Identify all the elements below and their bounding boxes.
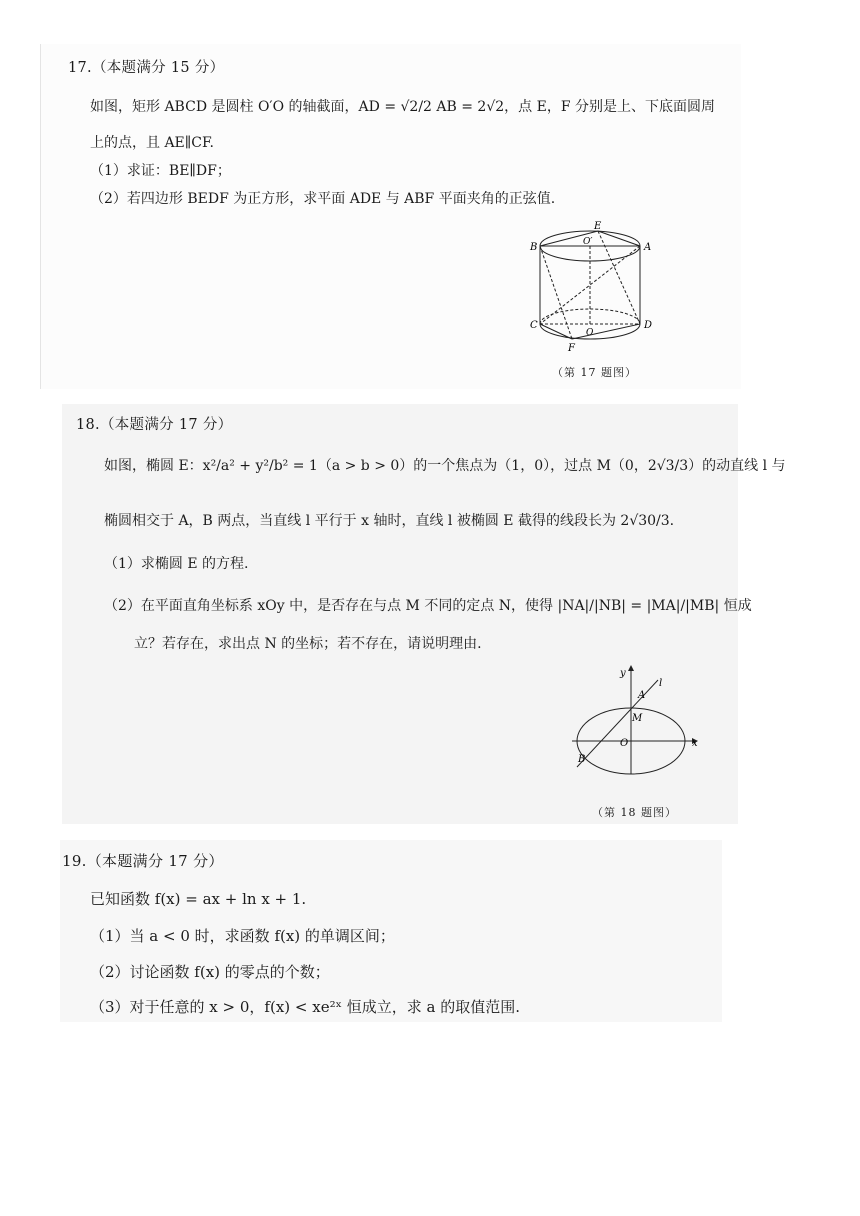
problem-18-statement-line-2: 椭圆相交于 A，B 两点，当直线 l 平行于 x 轴时，直线 l 被椭圆 E 截得的线段长为 2√30/3. [104, 513, 675, 529]
label-a: A [644, 242, 652, 253]
label-m: M [632, 713, 643, 724]
label-l: l [659, 678, 663, 689]
label-o: O [620, 738, 629, 749]
label-a: A [638, 690, 646, 701]
segment-bf [540, 246, 572, 339]
problem-17-part-1: （1）求证：BE∥DF； [90, 163, 231, 179]
label-c: C [530, 320, 538, 331]
problem-17-part-2: （2）若四边形 BEDF 为正方形，求平面 ADE 与 ABF 平面夹角的正弦值. [90, 191, 556, 207]
cylinder-figure [520, 218, 660, 358]
label-e: E [594, 221, 602, 232]
label-y: y [620, 668, 626, 679]
problem-18-part-2-line-1: （2）在平面直角坐标系 xOy 中，是否存在与点 M 不同的定点 N，使得 |NA|/|NB| = |MA|/|MB| 恒成 [104, 598, 752, 614]
segment-cf [540, 324, 572, 339]
segment-ed [598, 231, 640, 324]
problem-17-figure-caption: （第 17 题图） [552, 366, 637, 379]
problem-18-header: 18.（本题满分 17 分） [76, 417, 233, 433]
label-x: x [692, 738, 698, 749]
label-d: D [644, 320, 653, 331]
problem-19-part-3: （3）对于任意的 x > 0，f(x) < xe²ˣ 恒成立，求 a 的取值范围. [90, 998, 520, 1016]
label-o-prime: O′ [583, 237, 593, 247]
problem-18-part-2-line-2: 立？若存在，求出点 N 的坐标；若不存在，请说明理由. [134, 636, 482, 652]
problem-17-header: 17.（本题满分 15 分） [68, 60, 225, 76]
problem-17-statement-line-1: 如图，矩形 ABCD 是圆柱 O′O 的轴截面，AD = √2/2 AB = 2√2，点 E，F 分别是上、下底面圆周 [90, 99, 715, 115]
problem-17-statement-line-2: 上的点，且 AE∥CF. [90, 135, 214, 151]
problem-18-part-1: （1）求椭圆 E 的方程. [104, 556, 249, 572]
segment-fd [572, 324, 640, 339]
problem-19-part-2: （2）讨论函数 f(x) 的零点的个数； [90, 963, 330, 981]
problem-18-figure-caption: （第 18 题图） [592, 806, 677, 819]
label-o: O [586, 328, 594, 338]
problem-19-header: 19.（本题满分 17 分） [62, 852, 224, 870]
label-f: F [568, 343, 575, 354]
line-l [577, 680, 658, 767]
problem-18-statement-line-1: 如图，椭圆 E：x²/a² + y²/b² = 1（a > b > 0）的一个焦点为（1，0），过点 M（0，2√3/3）的动直线 l 与 [104, 458, 786, 474]
problem-19-part-1: （1）当 a < 0 时，求函数 f(x) 的单调区间； [90, 927, 395, 945]
label-b: B [578, 754, 586, 765]
ellipse-figure [562, 662, 712, 782]
problem-19-stem: 已知函数 f(x) = ax + ln x + 1. [90, 890, 307, 908]
label-b: B [530, 242, 538, 253]
